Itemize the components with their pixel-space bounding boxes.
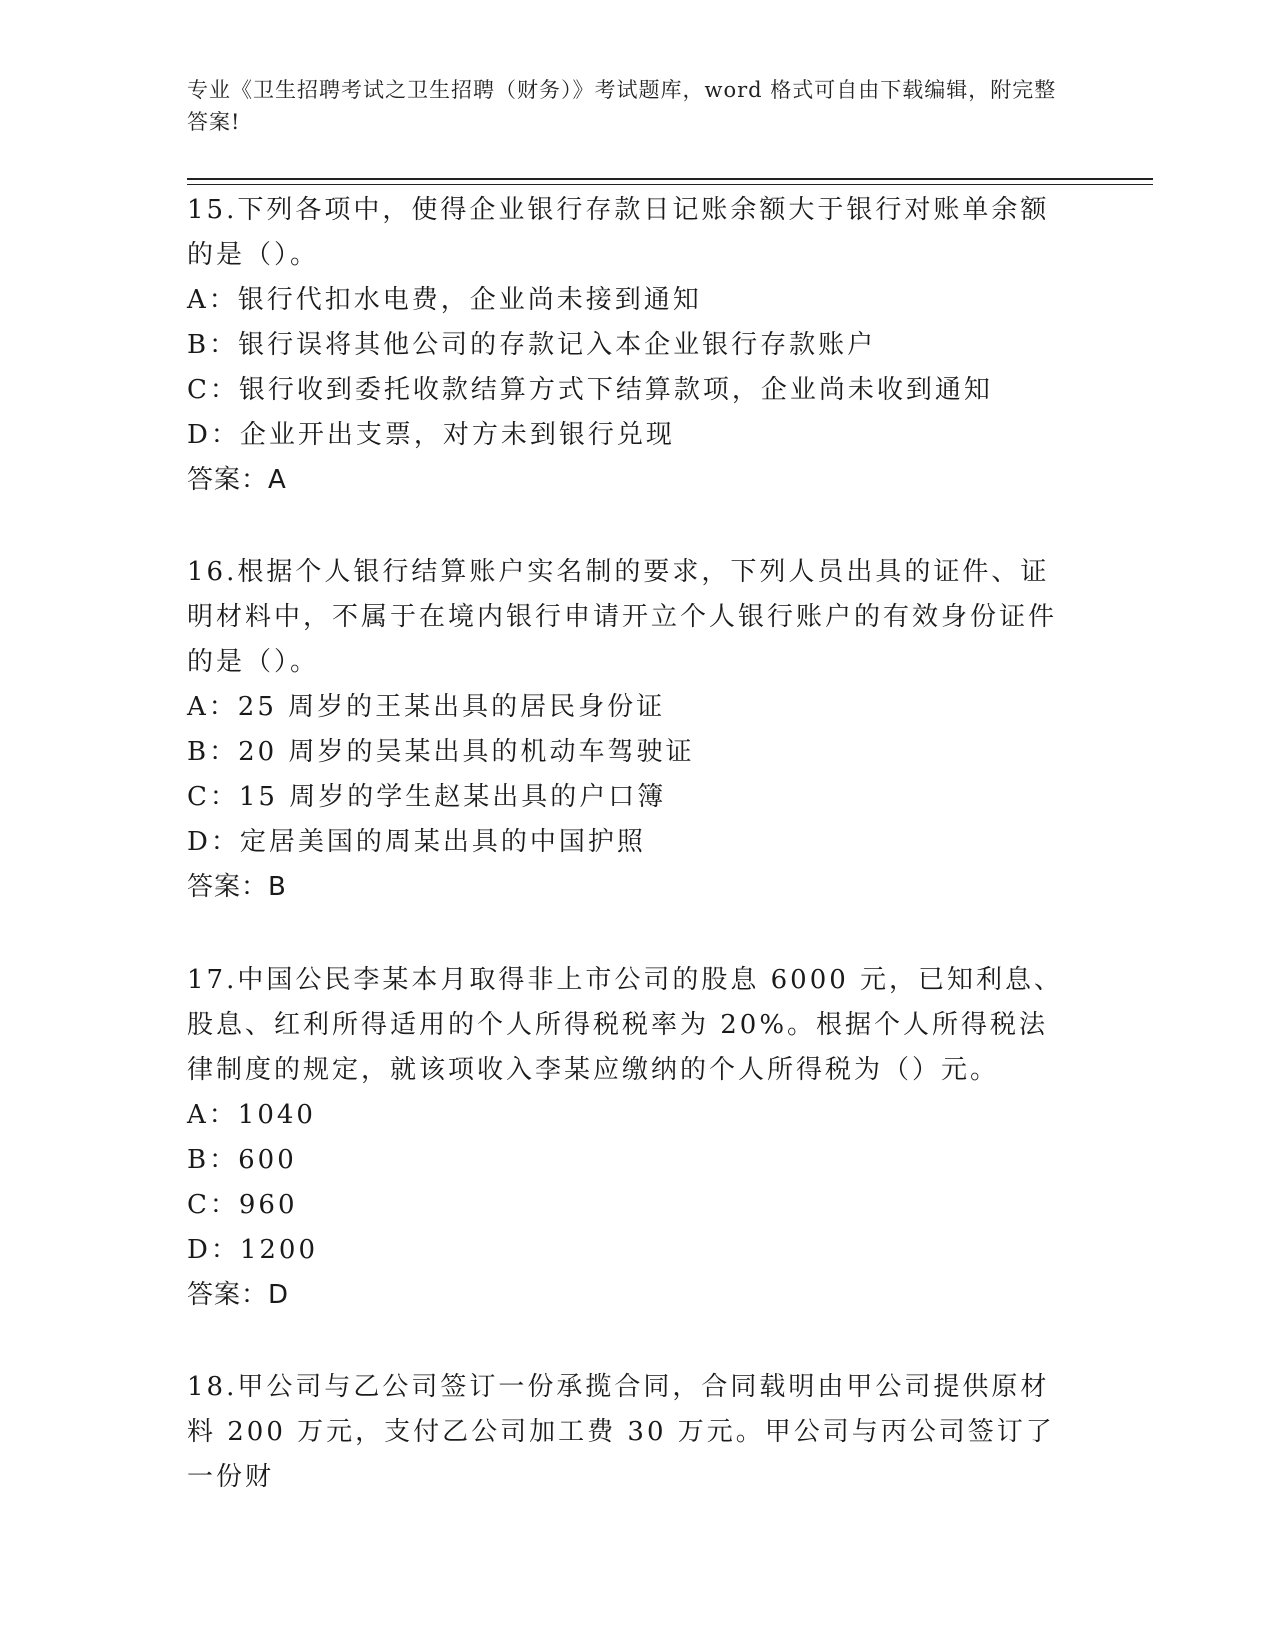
question-15: [187, 188, 1067, 503]
question-stem: 15.下列各项中，使得企业银行存款日记账余额大于银行对账单余额的是（）。: [187, 195, 1050, 270]
option-c: C：960: [187, 1190, 298, 1220]
question-18: [187, 1365, 1067, 1500]
question-16: [187, 550, 1067, 910]
question-stem: 18.甲公司与乙公司签订一份承揽合同，合同载明由甲公司提供原材料 200 万元，支付乙公司加工费 30 万元。甲公司与丙公司签订了一份财: [187, 1372, 1055, 1492]
option-b: B：600: [187, 1145, 297, 1175]
question-stem: 17.中国公民李某本月取得非上市公司的股息 6000 元，已知利息、股息、红利所得适用的个人所得税税率为 20%。根据个人所得税法律制度的规定，就该项收入李某应缴纳的个人所得税为（）元。: [187, 965, 1064, 1085]
option-c: C：15 周岁的学生赵某出具的户口簿: [187, 782, 667, 812]
answer: 答案：A: [187, 465, 287, 495]
option-c: C：银行收到委托收款结算方式下结算款项，企业尚未收到通知: [187, 375, 993, 405]
header-divider-thick: [187, 178, 1153, 180]
option-d: D：定居美国的周某出具的中国护照: [187, 827, 646, 857]
option-a: A：1040: [187, 1100, 316, 1130]
question-stem: 16.根据个人银行结算账户实名制的要求，下列人员出具的证件、证明材料中，不属于在境内银行申请开立个人银行账户的有效身份证件的是（）。: [187, 557, 1058, 677]
question-17: [187, 958, 1067, 1318]
option-d: D：1200: [187, 1235, 319, 1265]
answer: 答案：B: [187, 872, 287, 902]
option-b: B：20 周岁的吴某出具的机动车驾驶证: [187, 737, 695, 767]
option-d: D：企业开出支票，对方未到银行兑现: [187, 420, 675, 450]
option-a: A：银行代扣水电费，企业尚未接到通知: [187, 285, 702, 315]
option-a: A：25 周岁的王某出具的居民身份证: [187, 692, 666, 722]
header-divider-thin: [187, 184, 1153, 185]
page-header: 专业《卫生招聘考试之卫生招聘（财务）》考试题库，word 格式可自由下载编辑，附完整答案!: [187, 78, 1057, 134]
option-b: B：银行误将其他公司的存款记入本企业银行存款账户: [187, 330, 877, 360]
answer: 答案：D: [187, 1280, 290, 1310]
